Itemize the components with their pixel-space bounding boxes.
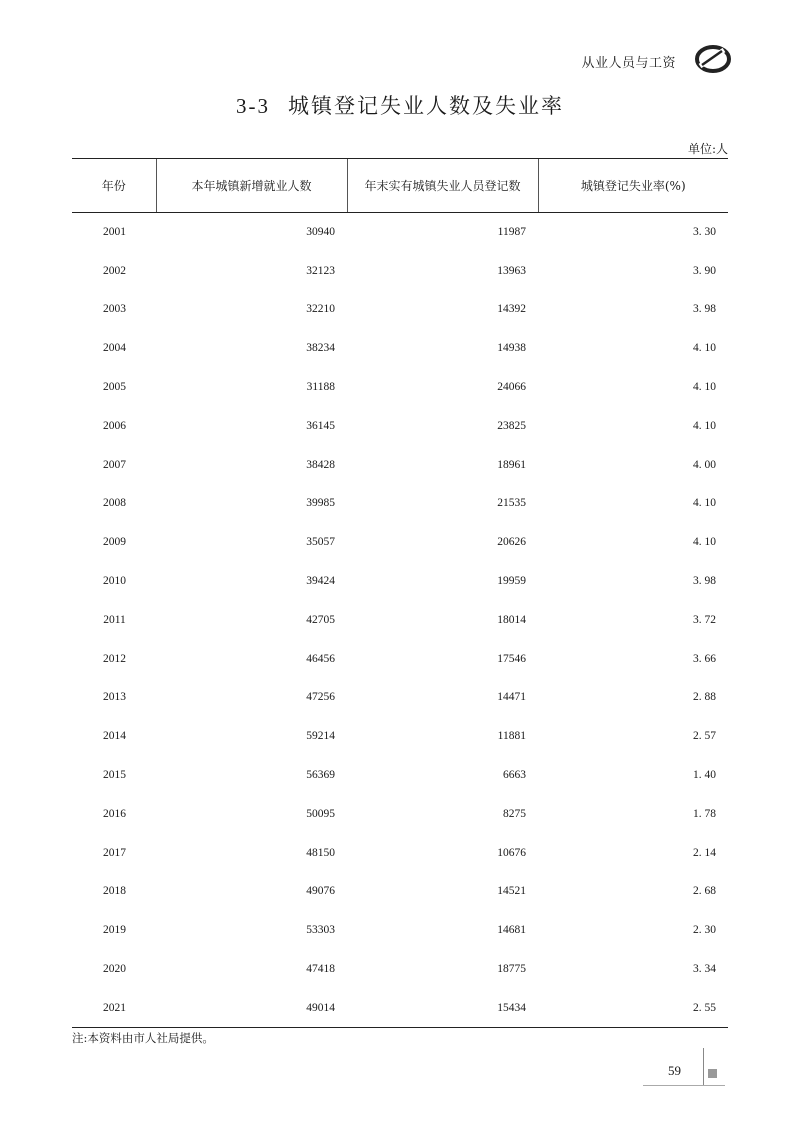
cell-unemployment-rate: 4. 00 — [693, 458, 716, 471]
table-row — [72, 833, 728, 872]
cell-unemployment-rate: 1. 40 — [693, 769, 716, 782]
table-row — [72, 406, 728, 445]
cell-unemployment-rate: 2. 57 — [693, 730, 716, 743]
cell-year: 2001 — [103, 226, 126, 239]
cell-registered-unemployed: 18775 — [497, 963, 526, 976]
cell-new-employment: 32123 — [306, 264, 335, 277]
cell-new-employment: 35057 — [306, 536, 335, 549]
cell-registered-unemployed: 14938 — [497, 342, 526, 355]
cell-year: 2013 — [103, 691, 126, 704]
cell-unemployment-rate: 3. 34 — [693, 963, 716, 976]
table-row — [72, 251, 728, 290]
column-header-new-employment: 本年城镇新增就业人数 — [156, 159, 347, 213]
cell-unemployment-rate: 4. 10 — [693, 342, 716, 355]
cell-new-employment: 38428 — [306, 458, 335, 471]
cell-year: 2010 — [103, 575, 126, 588]
title-number: 3-3 — [236, 94, 270, 118]
table-row — [72, 290, 728, 329]
table-row — [72, 484, 728, 523]
cell-registered-unemployed: 6663 — [503, 769, 526, 782]
cell-new-employment: 49014 — [156, 988, 347, 1027]
cell-registered-unemployed: 11987 — [497, 226, 526, 239]
table-row — [72, 368, 728, 407]
cell-new-employment: 47418 — [306, 963, 335, 976]
cell-unemployment-rate: 2. 14 — [693, 846, 716, 859]
cell-year: 2021 — [72, 988, 156, 1027]
table-row — [72, 756, 728, 795]
column-header-year: 年份 — [72, 159, 156, 213]
table-row — [72, 678, 728, 717]
title-text: 城镇登记失业人数及失业率 — [288, 94, 564, 118]
cell-new-employment: 47256 — [306, 691, 335, 704]
table-row — [72, 600, 728, 639]
cell-registered-unemployed: 24066 — [497, 381, 526, 394]
cell-new-employment: 38234 — [306, 342, 335, 355]
cell-unemployment-rate: 3. 30 — [693, 226, 716, 239]
cell-year: 2019 — [103, 924, 126, 937]
cell-unemployment-rate: 1. 78 — [693, 807, 716, 820]
cell-registered-unemployed: 13963 — [497, 264, 526, 277]
cell-year: 2018 — [103, 885, 126, 898]
cell-registered-unemployed: 15434 — [347, 988, 538, 1027]
table-row — [72, 911, 728, 950]
table-row — [72, 950, 728, 989]
cell-new-employment: 56369 — [306, 769, 335, 782]
cell-year: 2005 — [103, 381, 126, 394]
cell-unemployment-rate: 2. 55 — [538, 988, 728, 1027]
table-row — [72, 988, 728, 1027]
section-header: 从业人员与工资 — [581, 56, 676, 71]
footnote: 注:本资料由市人社局提供。 — [72, 1031, 214, 1045]
cell-new-employment: 59214 — [306, 730, 335, 743]
column-header-registered-unemployed: 年末实有城镇失业人员登记数 — [347, 159, 538, 213]
table-row — [72, 523, 728, 562]
table-body — [72, 213, 728, 1028]
table-row — [72, 445, 728, 484]
table-row — [72, 717, 728, 756]
cell-new-employment: 46456 — [306, 652, 335, 665]
table-row — [72, 329, 728, 368]
page-number: 59 — [668, 1063, 681, 1078]
cell-year: 2015 — [103, 769, 126, 782]
cell-new-employment: 50095 — [306, 807, 335, 820]
cell-registered-unemployed: 17546 — [497, 652, 526, 665]
cell-year: 2014 — [103, 730, 126, 743]
cell-registered-unemployed: 19959 — [497, 575, 526, 588]
cell-registered-unemployed: 14521 — [497, 885, 526, 898]
cell-unemployment-rate: 3. 90 — [693, 264, 716, 277]
page-divider-vertical — [703, 1048, 704, 1086]
cell-unemployment-rate: 2. 68 — [693, 885, 716, 898]
cell-unemployment-rate: 4. 10 — [693, 419, 716, 432]
unemployment-table — [72, 158, 728, 1028]
cell-registered-unemployed: 11881 — [497, 730, 526, 743]
cell-new-employment: 30940 — [306, 226, 335, 239]
cell-registered-unemployed: 8275 — [503, 807, 526, 820]
cell-new-employment: 31188 — [306, 381, 335, 394]
cell-year: 2017 — [103, 846, 126, 859]
cell-registered-unemployed: 21535 — [497, 497, 526, 510]
cell-unemployment-rate: 4. 10 — [693, 536, 716, 549]
cell-new-employment: 39424 — [306, 575, 335, 588]
cell-new-employment: 48150 — [306, 846, 335, 859]
cell-year: 2020 — [103, 963, 126, 976]
cell-unemployment-rate: 2. 88 — [693, 691, 716, 704]
cell-registered-unemployed: 23825 — [497, 419, 526, 432]
cell-unemployment-rate: 3. 98 — [693, 303, 716, 316]
page-divider-horizontal — [643, 1085, 725, 1086]
cell-unemployment-rate: 3. 66 — [693, 652, 716, 665]
cell-year: 2007 — [103, 458, 126, 471]
cell-registered-unemployed: 14471 — [497, 691, 526, 704]
table-row — [72, 794, 728, 833]
cell-year: 2016 — [103, 807, 126, 820]
cell-year: 2009 — [103, 536, 126, 549]
cell-registered-unemployed: 10676 — [497, 846, 526, 859]
cell-year: 2004 — [103, 342, 126, 355]
cell-year: 2003 — [103, 303, 126, 316]
cell-year: 2006 — [103, 419, 126, 432]
cell-registered-unemployed: 14681 — [497, 924, 526, 937]
cell-unemployment-rate: 4. 10 — [693, 381, 716, 394]
column-header-unemployment-rate: 城镇登记失业率(%) — [538, 159, 728, 213]
cell-new-employment: 53303 — [306, 924, 335, 937]
cell-new-employment: 36145 — [306, 419, 335, 432]
cell-registered-unemployed: 18961 — [497, 458, 526, 471]
cell-unemployment-rate: 3. 98 — [693, 575, 716, 588]
cell-new-employment: 39985 — [306, 497, 335, 510]
page-marker-square — [708, 1069, 717, 1078]
table-header-row — [72, 159, 728, 213]
cell-registered-unemployed: 18014 — [497, 613, 526, 626]
table-row — [72, 562, 728, 601]
cell-unemployment-rate: 4. 10 — [693, 497, 716, 510]
cell-unemployment-rate: 3. 72 — [693, 613, 716, 626]
cell-year: 2012 — [103, 652, 126, 665]
unit-label: 单位:人 — [687, 142, 728, 156]
cell-new-employment: 49076 — [306, 885, 335, 898]
page-title — [0, 90, 800, 120]
cell-year: 2011 — [103, 613, 126, 626]
table-row — [72, 639, 728, 678]
statistics-logo-icon — [694, 44, 732, 74]
cell-unemployment-rate: 2. 30 — [693, 924, 716, 937]
cell-registered-unemployed: 20626 — [497, 536, 526, 549]
cell-year: 2002 — [103, 264, 126, 277]
table-row — [72, 872, 728, 911]
cell-registered-unemployed: 14392 — [497, 303, 526, 316]
cell-new-employment: 42705 — [306, 613, 335, 626]
table-row — [72, 213, 728, 252]
cell-year: 2008 — [103, 497, 126, 510]
cell-new-employment: 32210 — [306, 303, 335, 316]
